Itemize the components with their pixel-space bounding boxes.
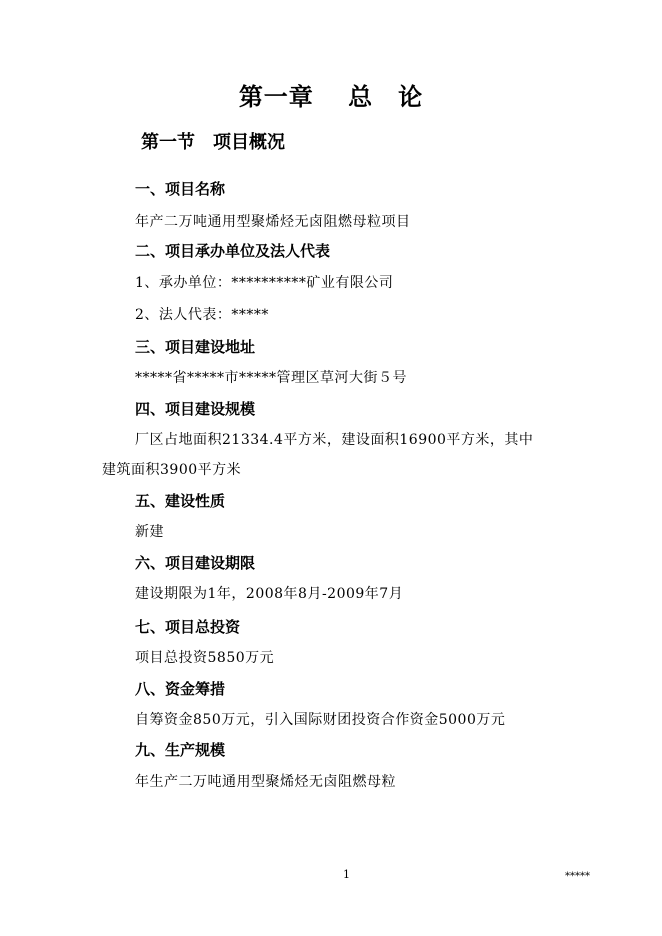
item-heading-organizer: 二、项目承办单位及法人代表 [135, 242, 331, 260]
item-heading-production: 九、生产规模 [135, 741, 226, 759]
item-heading-funding: 八、资金筹措 [135, 680, 226, 698]
item-text-scale-1: 厂区占地面积21334.4平方米，建设面积16900平方米，其中 [135, 432, 534, 448]
item-text-organizer: 1、承办单位：**********矿业有限公司 [135, 275, 394, 291]
page-number: 1 [343, 868, 350, 881]
item-heading-address: 三、项目建设地址 [135, 338, 256, 356]
item-heading-investment: 七、项目总投资 [135, 618, 241, 636]
item-text-scale-2: 建筑面积3900平方米 [102, 462, 242, 478]
item-text-funding: 自筹资金850万元，引入国际财团投资合作资金5000万元 [135, 712, 506, 728]
item-text-project-name: 年产二万吨通用型聚烯烃无卤阻燃母粒项目 [135, 214, 411, 230]
item-text-investment: 项目总投资5850万元 [135, 650, 275, 666]
item-heading-period: 六、项目建设期限 [135, 554, 256, 572]
footer-mark: ***** [565, 871, 590, 882]
item-text-nature: 新建 [135, 524, 164, 540]
item-text-production: 年生产二万吨通用型聚烯烃无卤阻燃母粒 [135, 774, 396, 790]
item-text-address: *****省*****市*****管理区草河大街５号 [135, 370, 407, 386]
item-text-legal-rep: 2、法人代表：***** [135, 307, 269, 323]
item-heading-nature: 五、建设性质 [135, 492, 226, 510]
section-title: 第一节 项目概况 [141, 132, 285, 153]
item-heading-project-name: 一、项目名称 [135, 180, 226, 198]
item-text-period: 建设期限为1年，2008年8月-2009年7月 [135, 586, 404, 602]
chapter-title: 第一章 总 论 [238, 83, 424, 111]
item-heading-scale: 四、项目建设规模 [135, 400, 256, 418]
